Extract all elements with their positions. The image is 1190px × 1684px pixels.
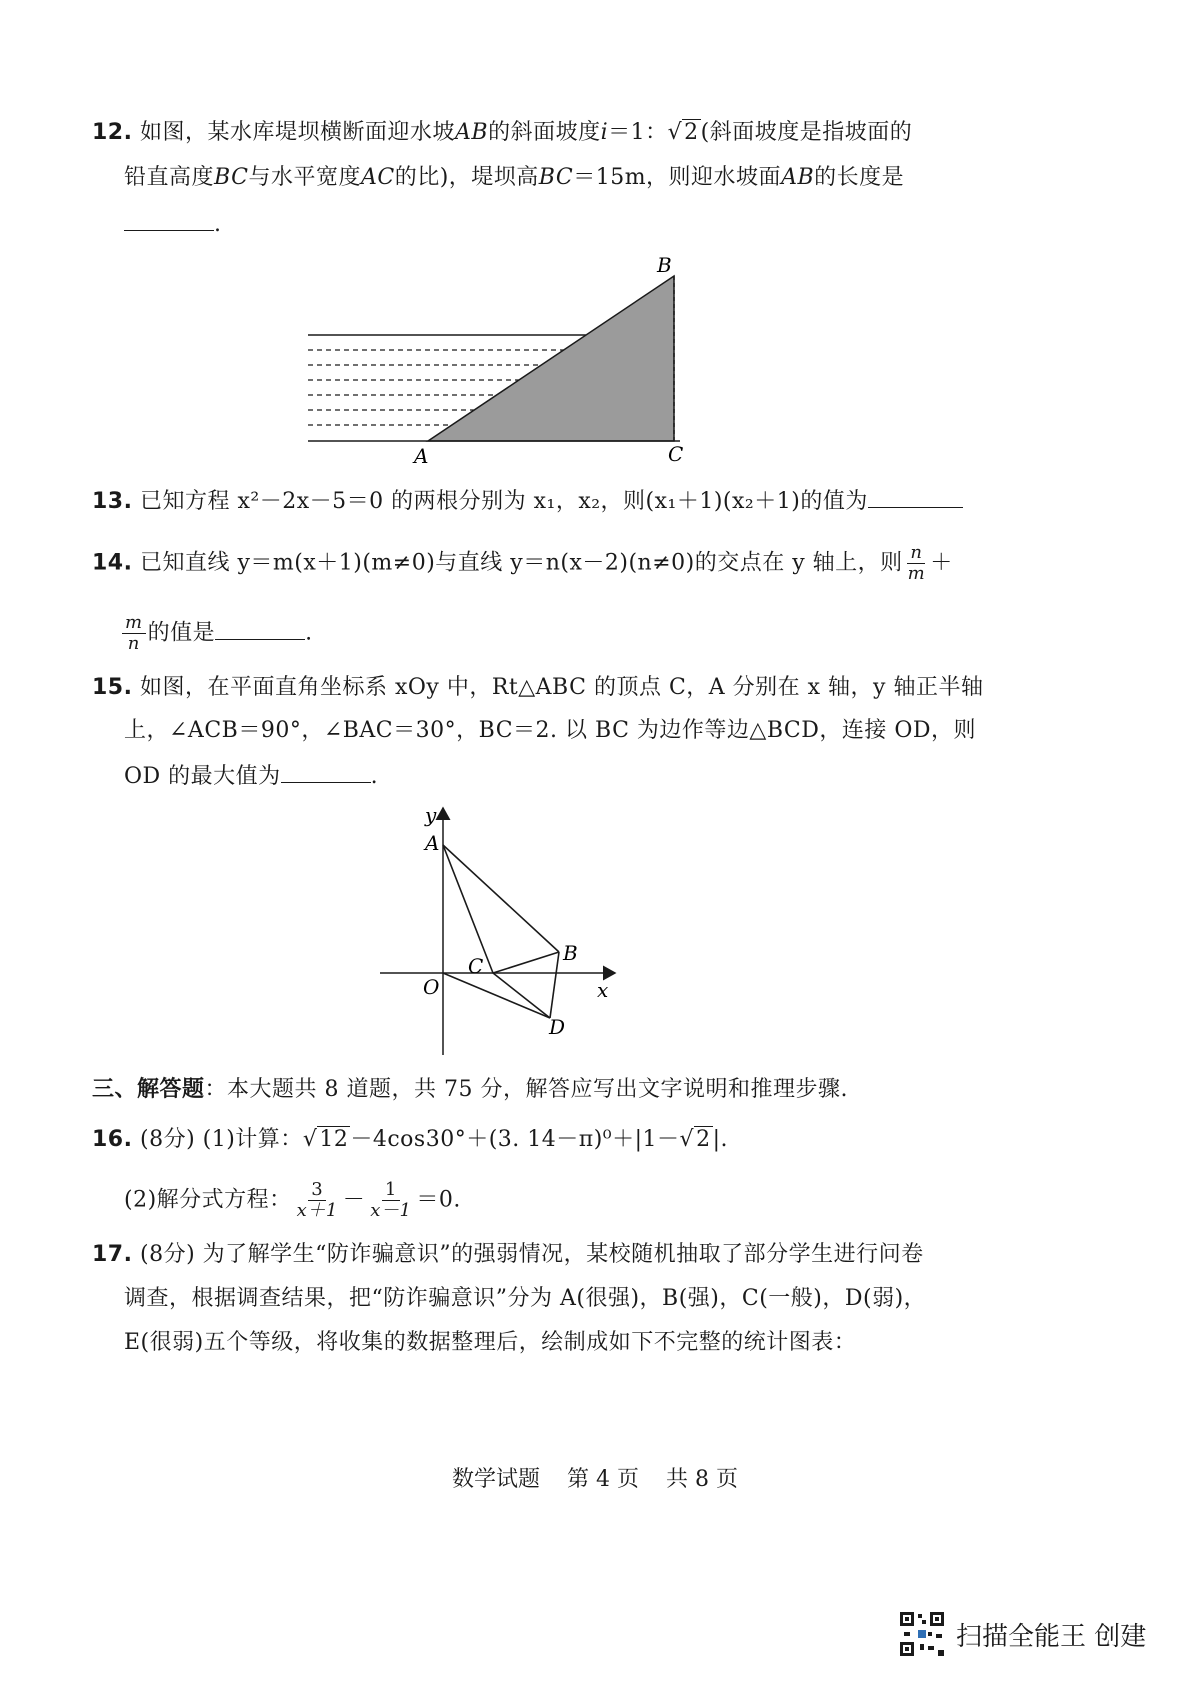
scanner-watermark: [898, 1610, 1146, 1658]
q17-line3: E(很弱)五个等级，将收集的数据整理后，绘制成如下不完整的统计图表：: [124, 1330, 857, 1355]
label-C: C: [468, 954, 484, 978]
section3-heading: [92, 1075, 848, 1105]
fraction-m-over-n: $\frac{m}{n}$: [122, 613, 146, 654]
q14-line1: 14. 已知直线 y＝m(x＋1)(m≠0)与直线 y＝n(x－2)(n≠0)的交点在 y 轴上，则 $\frac{n}{m}$ ＋: [92, 542, 953, 584]
answer-blank[interactable]: [124, 208, 214, 231]
label-B: B: [657, 255, 672, 277]
answer-blank[interactable]: [868, 485, 963, 508]
watermark-text: 扫描全能王 创建: [956, 1621, 1147, 1652]
answer-blank[interactable]: [281, 760, 371, 783]
label-x: x: [597, 978, 609, 1002]
footer-subject: 数学试题: [452, 1467, 541, 1492]
qr-code-icon: [898, 1610, 946, 1658]
label-O: O: [423, 975, 440, 999]
q15-line1: 15. 如图，在平面直角坐标系 xOy 中，Rt△ABC 的顶点 C，A 分别在 x 轴，y 轴正半轴: [92, 675, 984, 700]
q16-part1: 16. (8分) (1)计算：√12－4cos30°＋(3. 14－π)⁰＋|1－√2|.: [92, 1125, 728, 1155]
q17-line2: 调查，根据调查结果，把“防诈骗意识”分为 A(很强)，B(强)，C(一般)，D(弱)，: [124, 1286, 927, 1311]
sqrt-2: √2: [667, 120, 699, 145]
coordinate-diagram: [375, 800, 625, 1065]
q12-line1: 12. 如图，某水库堤坝横断面迎水坡AB的斜面坡度i＝1：√2(斜面坡度是指坡面的: [92, 118, 912, 148]
q15-line3: OD 的最大值为 .: [124, 760, 378, 792]
answer-blank[interactable]: [215, 617, 305, 640]
sqrt-2: √2: [679, 1127, 711, 1152]
label-y: y: [425, 803, 437, 827]
page-footer: [0, 1462, 1190, 1493]
fraction-n-over-m: $\frac{n}{m}$: [907, 542, 926, 584]
dam-diagram: [300, 255, 700, 470]
q15-line2: 上，∠ACB＝90°，∠BAC＝30°，BC＝2. 以 BC 为边作等边△BCD，连接 OD，则: [124, 718, 977, 743]
q12-answer-line: .: [124, 208, 222, 240]
section-desc: ：本大题共 8 道题，共 75 分，解答应写出文字说明和推理步骤.: [204, 1077, 848, 1102]
footer-total: 共 8 页: [666, 1467, 738, 1492]
label-C: C: [668, 442, 684, 466]
label-B: B: [563, 941, 578, 965]
q14-line2: $\frac{m}{n}$ 的值是 .: [120, 613, 313, 654]
q12-line2: 铅直高度BC与水平宽度AC的比)，堤坝高BC＝15m，则迎水坡面AB的长度是: [124, 165, 905, 190]
q16-part2: (2)解分式方程： $\frac{3}{x+1}$ － $\frac{1}{x-1}$ ＝0.: [124, 1179, 461, 1221]
sqrt-12: √12: [302, 1127, 349, 1152]
section-title: 三、解答题: [92, 1077, 205, 1102]
label-A: A: [414, 444, 429, 468]
label-A: A: [425, 831, 440, 855]
dam-cross-section: [428, 276, 674, 441]
fraction-1-over-x-minus-1: $\frac{1}{x-1}$: [370, 1179, 412, 1221]
label-D: D: [549, 1015, 566, 1039]
fraction-3-over-x-plus-1: $\frac{3}{x+1}$: [296, 1179, 338, 1221]
footer-page: 第 4 页: [567, 1467, 639, 1492]
q13-line: 13. 已知方程 x²－2x－5＝0 的两根分别为 x₁，x₂，则(x₁＋1)(x₂＋1)的值为: [92, 485, 963, 517]
q17-line1: 17. (8分) 为了解学生“防诈骗意识”的强弱情况，某校随机抽取了部分学生进行问卷: [92, 1242, 924, 1267]
q12-number: 12.: [92, 120, 133, 145]
